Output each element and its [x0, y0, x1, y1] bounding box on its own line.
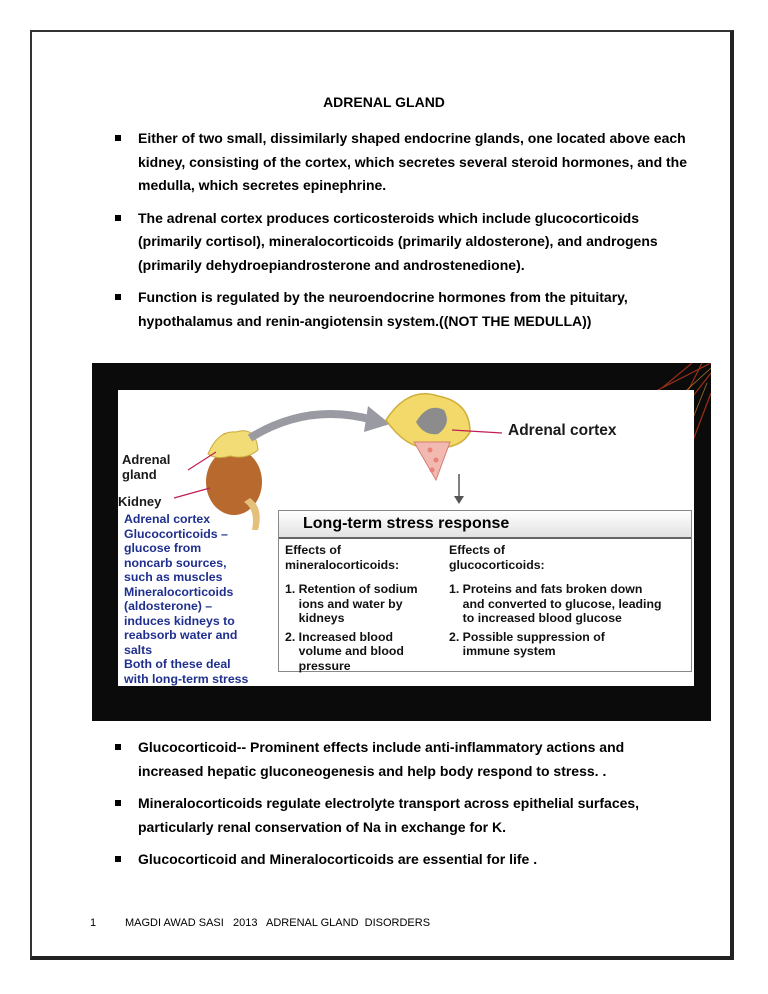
effect-line: to increased blood glucose: [449, 611, 622, 625]
label-kidney: Kidney: [118, 494, 162, 509]
effect-line: kidneys: [285, 611, 345, 625]
bullet-item: Glucocorticoid-- Prominent effects include anti-inflammatory actions and increased hepatic gluconeogenesis and help body respond to stress. .: [112, 736, 692, 783]
bullet-list-bottom: [112, 736, 692, 881]
side-note-line: Both of these deal: [124, 657, 231, 671]
bullet-item: Mineralocorticoids regulate electrolyte transport across epithelial surfaces, particularly renal conservation of Na in exchange for K.: [112, 792, 692, 839]
effect-line: and converted to glucose, leading: [449, 596, 662, 611]
effect-line: ions and water by: [285, 596, 403, 611]
effect-line: 2. Possible suppression of: [449, 629, 605, 644]
bullet-item: Either of two small, dissimilarly shaped endocrine glands, one located above each kidney, consisting of the cortex, which secretes several steroid hormones, and the medulla, which secretes epinephrine.: [112, 127, 692, 198]
column-heading: Effects of: [285, 543, 342, 557]
column-heading: mineralocorticoids:: [285, 557, 400, 572]
effect-line: 1. Retention of sodium: [285, 582, 418, 596]
footer-page-number: 1: [90, 917, 97, 929]
effect-line: 2. Increased blood: [285, 629, 393, 644]
side-notes: [124, 512, 248, 686]
effect-line: 1. Proteins and fats broken down: [449, 582, 643, 596]
effect-line: immune system: [449, 644, 556, 658]
side-note-line: reabsorb water and: [124, 628, 238, 642]
side-note-line: Mineralocorticoids: [124, 584, 234, 599]
stress-response-box: [278, 510, 692, 672]
label-adrenal-line-1: Adrenal: [122, 452, 171, 467]
effect-line: volume and blood: [285, 644, 404, 658]
label-adrenal-line-2: gland: [122, 467, 157, 482]
mineralocorticoid-column: [285, 543, 418, 673]
glucocorticoid-column: [449, 543, 689, 659]
label-adrenal-cortex: Adrenal cortex: [508, 422, 617, 439]
footer-text: MAGDI AWAD SASI 2013 ADRENAL GLAND DISORDERS: [125, 917, 431, 929]
label-adrenal-gland: [122, 452, 170, 482]
effect-line: pressure: [285, 658, 351, 673]
side-note-line: glucose from: [124, 541, 202, 555]
page-title: ADRENAL GLAND: [323, 94, 445, 110]
bullet-item: Function is regulated by the neuroendocrine hormones from the pituitary, hypothalamus and renin-angiotensin system.((NOT THE MEDULLA)): [112, 286, 692, 333]
side-note-line: salts: [124, 642, 153, 657]
side-note-line: such as muscles: [124, 570, 223, 584]
bullet-list-top: [112, 127, 692, 342]
side-note-line: with long-term stress: [124, 671, 249, 686]
adrenal-figure: [92, 363, 711, 721]
side-note-line: Glucocorticoids –: [124, 526, 228, 541]
side-note-line: noncarb sources,: [124, 555, 227, 570]
column-heading: Effects of: [449, 543, 506, 557]
stress-title: Long-term stress response: [303, 515, 510, 532]
side-note-line: (aldosterone) –: [124, 599, 213, 613]
side-note-line: Adrenal cortex: [124, 512, 211, 526]
bullet-item: The adrenal cortex produces corticosteroids which include glucocorticoids (primarily cortisol), mineralocorticoids (primarily aldosterone), and androgens (primarily dehydroepiandrosterone and androstenedione).: [112, 207, 692, 278]
figure-panel: [118, 390, 694, 686]
stress-header: [279, 511, 691, 539]
bullet-item: Glucocorticoid and Mineralocorticoids are essential for life .: [112, 848, 692, 872]
curved-arrow: [250, 414, 373, 438]
column-heading: glucocorticoids:: [449, 557, 545, 572]
side-note-line: induces kidneys to: [124, 613, 235, 628]
